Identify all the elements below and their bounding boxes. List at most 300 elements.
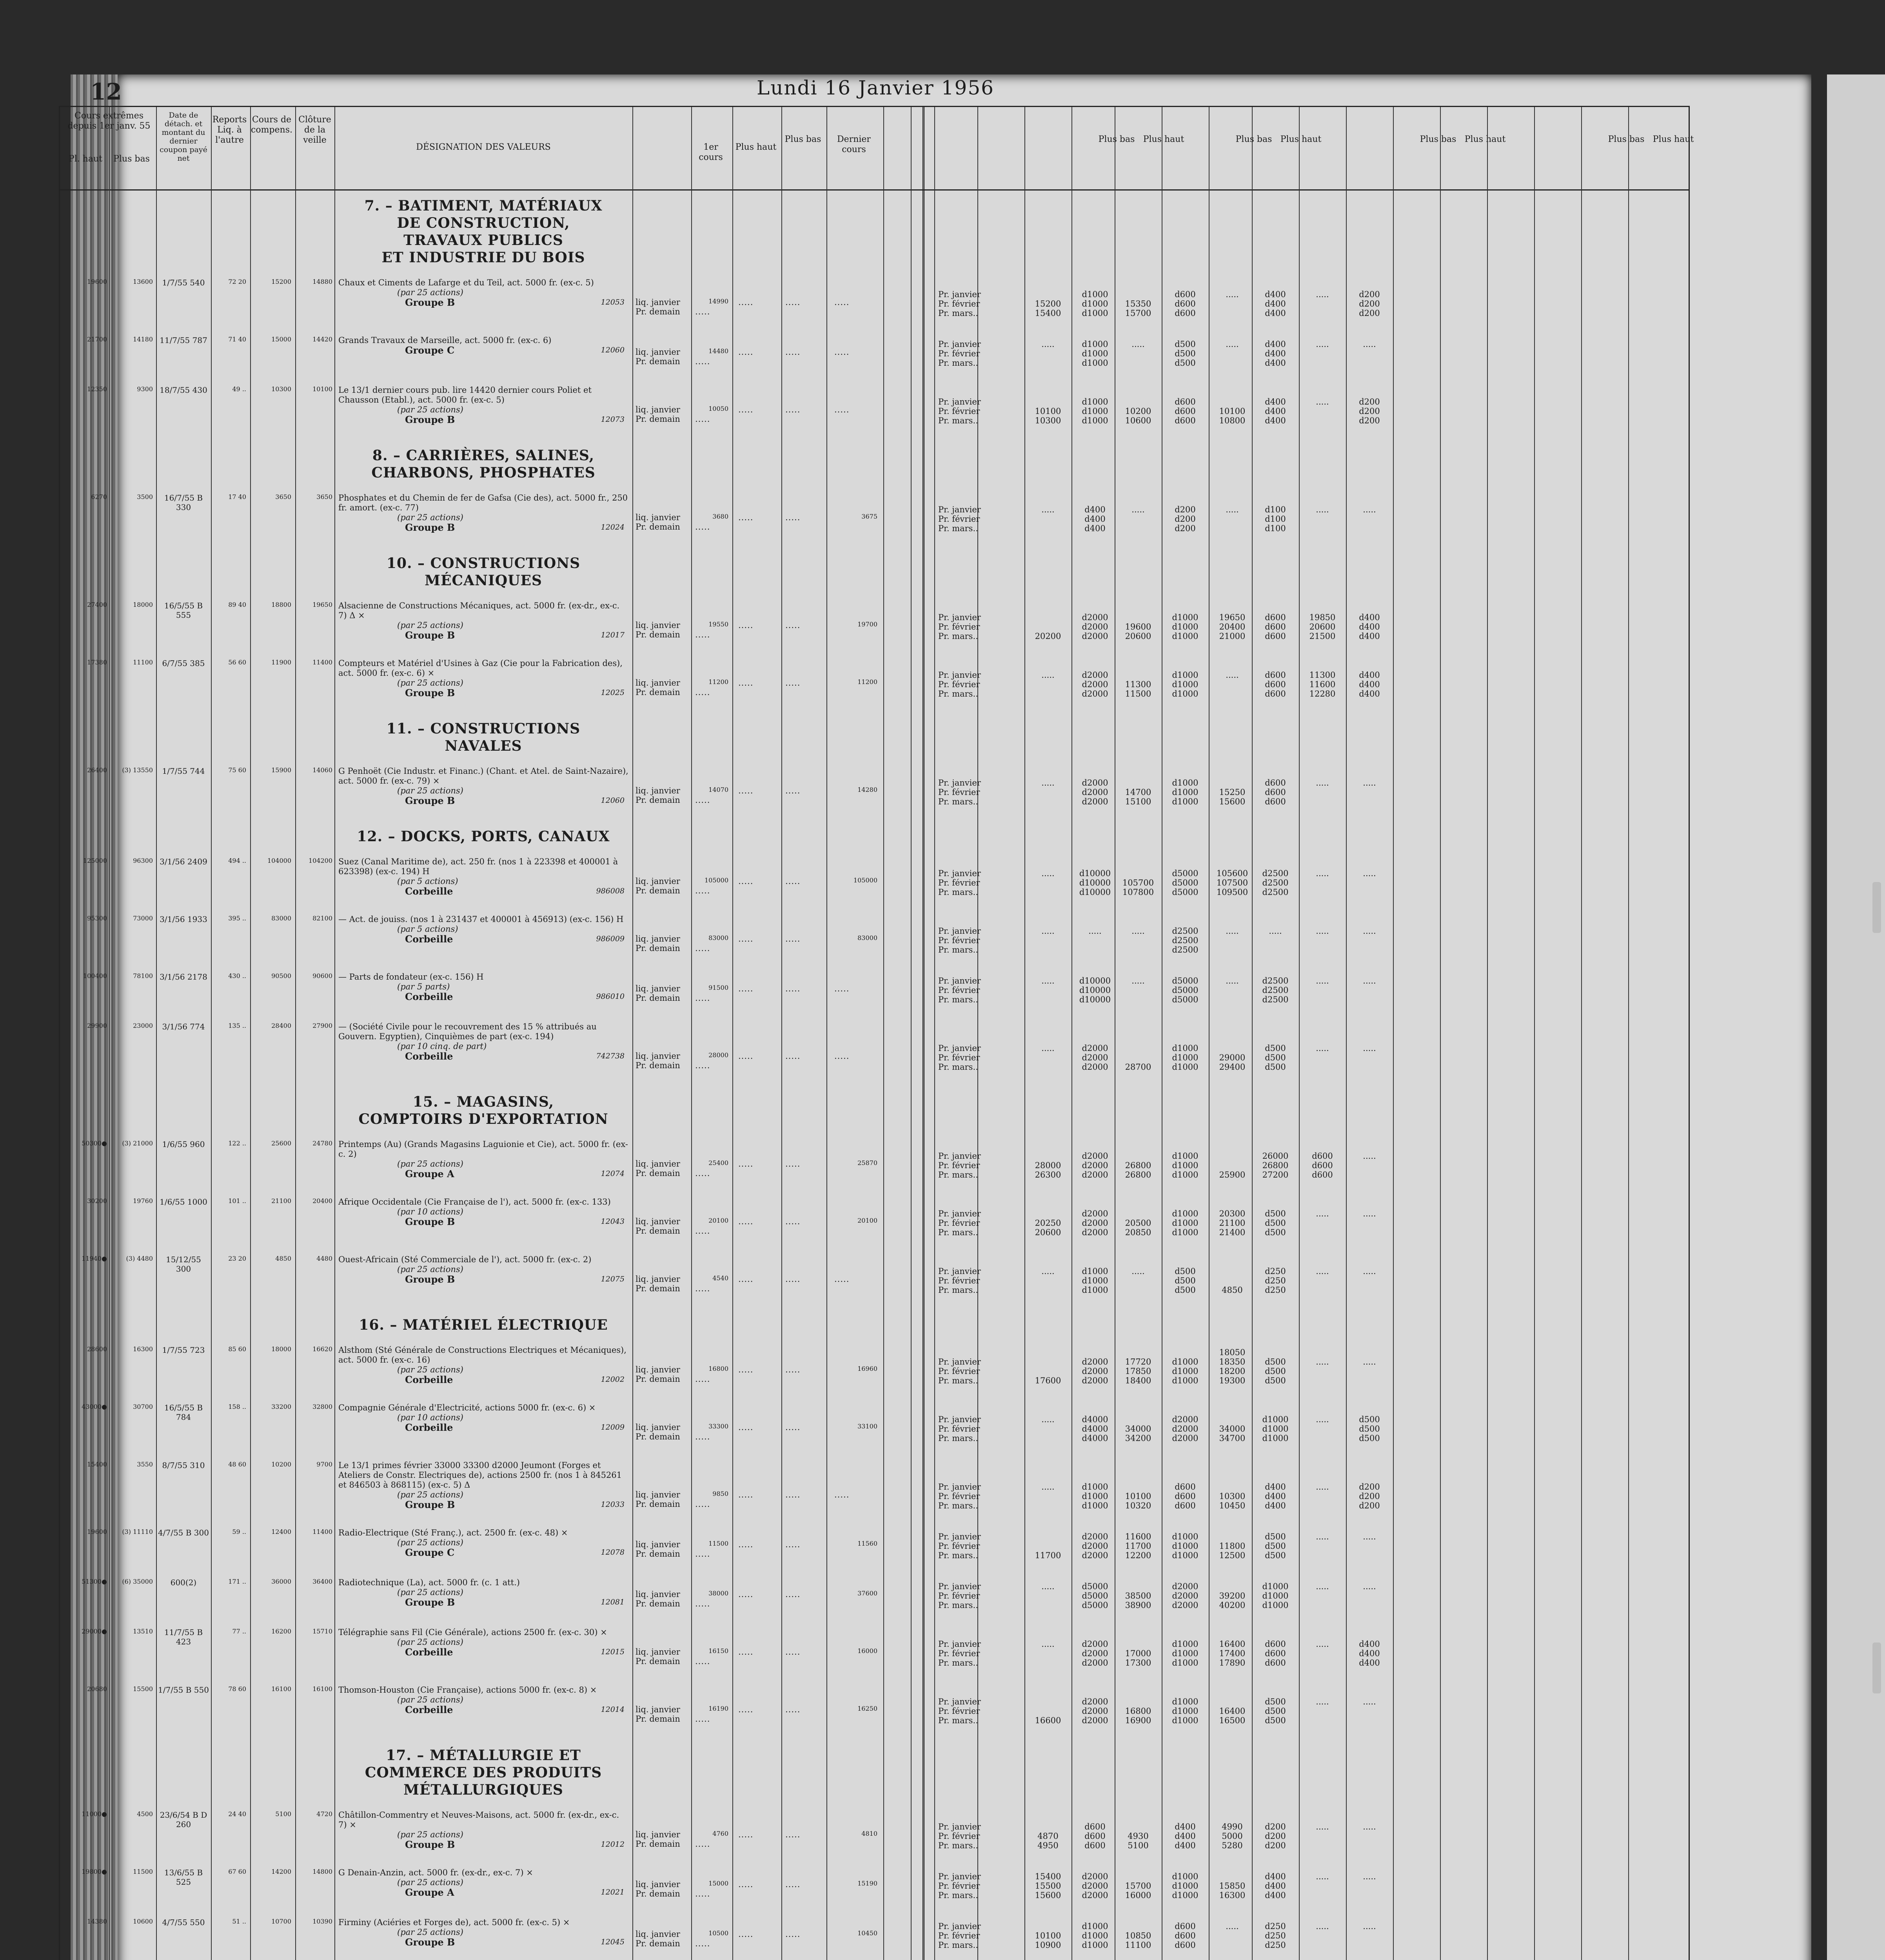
option-value: d500 [1265, 1367, 1286, 1376]
cell-plus-bas-annee: (3) 13550 [122, 766, 153, 774]
option-cell [1073, 1267, 1117, 1295]
option-value: d600 [1175, 1501, 1196, 1510]
column-rule [334, 107, 335, 1960]
section-title-line: CHARBONS, PHOSPHATES [371, 465, 596, 481]
facing-page-edge [1827, 74, 1885, 1960]
cell-coupon: 1/6/55 1000 [160, 1197, 207, 1207]
cell-premier-cours: 10500 [708, 1929, 728, 1937]
option-cell [1117, 1831, 1160, 1850]
dots: ..... [738, 1540, 754, 1549]
option-value: d200 [1175, 524, 1196, 533]
option-value: d10000 [1079, 995, 1111, 1004]
cell-cloture: 15710 [312, 1628, 332, 1635]
option-value: 5100 [1128, 1841, 1149, 1850]
option-value: 20600 [1035, 1228, 1061, 1237]
option-cell: ..... [1316, 1044, 1329, 1053]
cell-coupon: 15/12/55 300 [166, 1255, 201, 1274]
cell-reports: 78 60 [228, 1685, 246, 1693]
option-cell [1073, 290, 1117, 318]
label-pr-demain: Pr. demain [636, 1839, 680, 1849]
label-pr-fevrier: Pr. février [938, 1591, 980, 1601]
option-cell [1164, 1582, 1207, 1610]
option-value: d2000 [1172, 1601, 1199, 1610]
option-value: d500 [1265, 1532, 1286, 1541]
cell-reports: 49 .. [232, 385, 246, 393]
cell-plus-bas-annee: (6) 35000 [122, 1578, 153, 1585]
quotation-group: Groupe B [405, 1274, 455, 1285]
cell-designation [338, 336, 628, 356]
cell-reports: 75 60 [228, 766, 246, 774]
option-value: 20600 [1309, 622, 1336, 632]
option-cell [1164, 869, 1207, 897]
option-value: 17890 [1219, 1658, 1246, 1668]
option-cell [1026, 1551, 1070, 1560]
option-cell: ..... [1363, 976, 1376, 985]
option-cell: ..... [1316, 778, 1329, 788]
option-value: 15600 [1035, 1891, 1061, 1900]
option-value: 20300 [1219, 1209, 1246, 1218]
option-value: d2000 [1172, 1591, 1199, 1601]
section-title-line: 16. – MATÉRIEL ÉLECTRIQUE [359, 1317, 608, 1333]
option-value: d2000 [1082, 680, 1108, 689]
option-value: d400 [1265, 1501, 1286, 1510]
option-cell [1117, 1532, 1160, 1560]
cell-reports: 122 .. [228, 1140, 246, 1147]
option-value: d2000 [1172, 1415, 1199, 1424]
security-name: — (Société Civile pour le recouvrement des 15 % attribués au Gouvern. Egyptien), Cinquièmes de part (ex-c. 194) [338, 1022, 597, 1041]
label-pr-fevrier: Pr. février [938, 1831, 980, 1841]
cell-coupon: 16/7/55 B 330 [164, 493, 203, 512]
option-cell [1164, 1822, 1207, 1850]
security-name: Suez (Canal Maritime de), act. 250 fr. (nos 1 à 223398 et 400001 à 623398) (ex-c. 194) H [338, 857, 618, 876]
option-value: d1000 [1172, 632, 1199, 641]
dots: ..... [695, 1499, 710, 1509]
option-cell [1073, 397, 1117, 425]
option-value: d1000 [1082, 1285, 1108, 1295]
label-pr-mars: Pr. mars.. [938, 1285, 978, 1295]
label-pr-fevrier: Pr. février [938, 1218, 980, 1228]
label-pr-demain: Pr. demain [636, 1714, 680, 1724]
label-pr-fevrier: Pr. février [938, 622, 980, 632]
option-value: d600 [1175, 416, 1196, 425]
option-value: 107500 [1216, 878, 1248, 887]
dots: ..... [834, 298, 850, 307]
option-cell: ..... [1316, 869, 1329, 878]
option-cell [1164, 1267, 1207, 1295]
dots: ..... [834, 1274, 850, 1284]
option-value: d4000 [1082, 1424, 1108, 1434]
cell-coupon: 1/7/55 744 [162, 766, 205, 776]
column-rule [977, 107, 978, 1960]
option-value: d500 [1265, 1062, 1286, 1072]
label-pr-fevrier: Pr. février [938, 299, 980, 309]
option-cell [1211, 1881, 1254, 1900]
option-value: d4000 [1082, 1415, 1108, 1424]
dots: ..... [695, 1889, 710, 1898]
option-value: d2000 [1082, 632, 1108, 641]
option-value: d2500 [1262, 869, 1289, 878]
option-cell [1026, 1218, 1070, 1237]
label-liq-janvier: liq. janvier [636, 1880, 680, 1889]
cell-dernier-cours: 14280 [857, 786, 877, 793]
quotation-group: Corbeille [405, 1051, 453, 1062]
dots: ..... [834, 984, 850, 993]
option-value: d2000 [1082, 1367, 1108, 1376]
option-value: 18400 [1125, 1376, 1151, 1385]
option-cell [1301, 670, 1344, 699]
option-cell: ..... [1131, 976, 1145, 985]
label-pr-demain: Pr. demain [636, 993, 680, 1003]
security-name: Télégraphie sans Fil (Cie Générale), actions 2500 fr. (ex-c. 30) × [338, 1628, 607, 1637]
label-pr-mars: Pr. mars.. [938, 1658, 978, 1668]
option-value: d100 [1265, 505, 1286, 514]
option-cell [1254, 1639, 1297, 1668]
cell-reports: 430 .. [228, 972, 246, 980]
option-value: d600 [1312, 1161, 1333, 1170]
label-liq-janvier: liq. janvier [636, 621, 680, 630]
option-value: d2500 [1172, 945, 1199, 955]
option-value: d600 [1084, 1831, 1106, 1841]
option-value: d1000 [1082, 397, 1108, 407]
section-title [334, 1316, 632, 1334]
option-value: d400 [1359, 613, 1380, 622]
option-value: d500 [1265, 1541, 1286, 1551]
cell-compens: 18000 [271, 1345, 291, 1353]
dots: ..... [695, 1599, 710, 1608]
label-pr-janvier: Pr. janvier [938, 1357, 981, 1367]
option-cell [1164, 1415, 1207, 1443]
cell-dernier-cours: 15190 [857, 1880, 877, 1887]
option-value: 16400 [1219, 1706, 1246, 1716]
cell-premier-cours: 20100 [708, 1217, 728, 1224]
cell-designation [338, 1868, 628, 1898]
cell-premier-cours: 4760 [712, 1830, 728, 1837]
option-value: d500 [1265, 1228, 1286, 1237]
dots: ..... [785, 1880, 801, 1889]
dots: ..... [738, 1490, 754, 1499]
option-value: 11100 [1125, 1940, 1151, 1950]
option-value: d600 [1265, 1658, 1286, 1668]
label-liq-janvier: liq. janvier [636, 298, 680, 307]
option-cell [1117, 1706, 1160, 1725]
cell-compens: 15000 [271, 336, 291, 343]
option-cell [1254, 1532, 1297, 1560]
option-value: d1000 [1172, 1891, 1199, 1900]
option-value: d10000 [1079, 878, 1111, 887]
option-value: 19300 [1219, 1376, 1246, 1385]
option-value: 17600 [1035, 1376, 1061, 1385]
dots: ..... [785, 934, 801, 944]
option-value: d500 [1265, 1053, 1286, 1062]
label-pr-mars: Pr. mars.. [938, 1062, 978, 1072]
cell-cloture: 90600 [312, 972, 332, 980]
option-value: d500 [1175, 1267, 1196, 1276]
dots: ..... [785, 984, 801, 993]
option-value: 4850 [1222, 1285, 1243, 1295]
cell-designation [338, 1461, 628, 1510]
option-cell [1211, 407, 1254, 425]
option-value: d1000 [1172, 797, 1199, 806]
security-code: 12012 [601, 1840, 625, 1849]
option-value: d1000 [1172, 680, 1199, 689]
section-title-line: 17. – MÉTALLURGIE ET [386, 1747, 581, 1764]
option-value: d600 [1265, 689, 1286, 699]
option-value: d400 [1265, 416, 1286, 425]
cell-designation [338, 1197, 628, 1227]
option-cell [1254, 1044, 1297, 1072]
cell-reports: 71 40 [228, 336, 246, 343]
cell-coupon: 1/6/55 960 [162, 1140, 205, 1149]
option-value: 28000 [1035, 1161, 1061, 1170]
option-cell [1211, 1591, 1254, 1610]
cell-designation [338, 1685, 628, 1715]
option-cell [1026, 632, 1070, 641]
option-value: d1000 [1082, 349, 1108, 358]
security-name: Radiotechnique (La), act. 5000 fr. (c. 1 att.) [338, 1578, 520, 1587]
cell-premier-cours: 16800 [708, 1365, 728, 1372]
label-liq-janvier: liq. janvier [636, 347, 680, 357]
cell-plus-haut-annee: 29000● [82, 1628, 107, 1635]
section-title-line: 12. – DOCKS, PORTS, CANAUX [357, 828, 610, 845]
security-code: 986008 [596, 887, 625, 895]
cell-plus-bas-annee: 14180 [133, 336, 153, 343]
header-option-col: Plus bas [1098, 134, 1135, 144]
option-cell: ..... [1131, 339, 1145, 349]
option-value: d1000 [1172, 1357, 1199, 1367]
cell-cloture: 4720 [316, 1810, 332, 1818]
security-code: 12074 [601, 1169, 625, 1178]
quotation-group: Groupe B [405, 1936, 455, 1948]
option-value: d2000 [1082, 1151, 1108, 1161]
cell-coupon: 600(2) [170, 1578, 197, 1587]
section-title [334, 828, 632, 845]
label-liq-janvier: liq. janvier [636, 1423, 680, 1432]
option-cell: ..... [1131, 1267, 1145, 1276]
cell-reports: 24 40 [228, 1810, 246, 1818]
label-liq-janvier: liq. janvier [636, 984, 680, 993]
option-value: d5000 [1172, 976, 1199, 985]
option-value: d1000 [1172, 1218, 1199, 1228]
dots: ..... [785, 1423, 801, 1432]
dots: ..... [738, 877, 754, 886]
option-cell: ..... [1316, 1872, 1329, 1881]
option-cell: ..... [1363, 1357, 1376, 1367]
cell-plus-bas-annee: (3) 21000 [122, 1140, 153, 1147]
label-pr-janvier: Pr. janvier [938, 613, 981, 622]
cell-dernier-cours: 11560 [857, 1540, 877, 1547]
cell-designation [338, 1140, 628, 1180]
option-value: d4000 [1082, 1434, 1108, 1443]
option-value: d10000 [1079, 869, 1111, 878]
option-cell [1254, 670, 1297, 699]
option-cell: ..... [1041, 339, 1055, 349]
option-value: d400 [1084, 514, 1106, 524]
section-title-line: COMPTOIRS D'EXPORTATION [358, 1111, 608, 1127]
option-value: 10320 [1125, 1501, 1151, 1510]
option-cell: ..... [1363, 778, 1376, 788]
cell-premier-cours: 14480 [708, 347, 728, 355]
label-pr-demain: Pr. demain [636, 886, 680, 895]
option-value: 109500 [1216, 887, 1248, 897]
label-pr-fevrier: Pr. février [938, 1706, 980, 1716]
option-value: d500 [1175, 1276, 1196, 1285]
cell-compens: 11900 [271, 659, 291, 666]
option-value: 105700 [1122, 878, 1154, 887]
option-value: d500 [1265, 1376, 1286, 1385]
option-value: d1000 [1172, 1376, 1199, 1385]
option-value: d1000 [1262, 1424, 1289, 1434]
label-pr-fevrier: Pr. février [938, 1367, 980, 1376]
label-pr-demain: Pr. demain [636, 1549, 680, 1559]
option-cell [1117, 878, 1160, 897]
option-value: d500 [1359, 1424, 1380, 1434]
option-value: d1000 [1172, 689, 1199, 699]
header-coupon: Date de détach. et montant du dernier coupon payé net [160, 111, 207, 163]
label-pr-fevrier: Pr. février [938, 514, 980, 524]
option-value: d2000 [1082, 1551, 1108, 1560]
option-cell: ..... [1316, 1582, 1329, 1591]
label-pr-fevrier: Pr. février [938, 788, 980, 797]
column-rule [1252, 107, 1253, 1960]
option-cell: ..... [1363, 1267, 1376, 1276]
option-cell [1026, 1716, 1070, 1725]
section-title-line: MÉTALLURGIQUES [403, 1782, 563, 1798]
dots: ..... [695, 630, 710, 639]
option-cell [1301, 613, 1344, 641]
cell-premier-cours: 16150 [708, 1647, 728, 1655]
cell-designation [338, 857, 628, 897]
option-value: d200 [1359, 397, 1380, 407]
cell-compens: 12400 [271, 1528, 291, 1535]
option-cell: ..... [1269, 926, 1282, 936]
cell-premier-cours: 33300 [708, 1423, 728, 1430]
cell-plus-haut-annee: 100400 [83, 972, 107, 980]
option-value: 11500 [1125, 689, 1151, 699]
option-value: d400 [1265, 1891, 1286, 1900]
option-value: 11300 [1125, 680, 1151, 689]
option-value: d2000 [1082, 1376, 1108, 1385]
option-value: d1000 [1172, 1532, 1199, 1541]
cell-reports: 89 40 [228, 601, 246, 608]
option-value: d2500 [1262, 976, 1289, 985]
option-cell: ..... [1363, 1209, 1376, 1218]
quotation-group: Groupe B [405, 522, 455, 533]
cell-designation [338, 915, 628, 945]
dots: ..... [738, 786, 754, 795]
option-value: 17000 [1125, 1649, 1151, 1658]
cell-compens: 10200 [271, 1461, 291, 1468]
dots: ..... [834, 347, 850, 357]
cell-cloture: 14800 [312, 1868, 332, 1875]
label-pr-demain: Pr. demain [636, 795, 680, 805]
option-value: 10850 [1125, 1931, 1151, 1940]
option-value: d400 [1175, 1831, 1196, 1841]
cell-premier-cours: 9850 [712, 1490, 728, 1497]
dots: ..... [738, 1274, 754, 1284]
label-pr-janvier: Pr. janvier [938, 505, 981, 514]
table-header [60, 107, 1694, 191]
label-pr-fevrier: Pr. février [938, 680, 980, 689]
label-pr-mars: Pr. mars.. [938, 416, 978, 425]
option-cell: ..... [1363, 339, 1376, 349]
security-code: 12075 [601, 1275, 625, 1283]
option-cell [1254, 1872, 1297, 1900]
option-value: d600 [1175, 1922, 1196, 1931]
dots: ..... [738, 405, 754, 414]
option-cell: ..... [1363, 1822, 1376, 1831]
option-value: d2000 [1082, 1649, 1108, 1658]
cell-plus-haut-annee: 125000 [83, 857, 107, 864]
option-cell [1254, 1267, 1297, 1295]
option-cell [1301, 1151, 1344, 1180]
option-value: d600 [1175, 1482, 1196, 1492]
option-cell [1164, 1209, 1207, 1237]
option-cell: ..... [1316, 397, 1329, 407]
option-value: d500 [1265, 1697, 1286, 1706]
option-value: d1000 [1172, 1367, 1199, 1376]
label-pr-demain: Pr. demain [636, 522, 680, 532]
option-cell: ..... [1226, 976, 1239, 985]
label-pr-fevrier: Pr. février [938, 407, 980, 416]
option-cell [1117, 1218, 1160, 1237]
label-pr-fevrier: Pr. février [938, 1424, 980, 1434]
cell-compens: 36000 [271, 1578, 291, 1585]
column-rule [826, 107, 827, 1960]
option-value: d1000 [1082, 1922, 1108, 1931]
dots: ..... [695, 886, 710, 895]
cell-premier-cours: 105000 [704, 877, 728, 884]
label-pr-janvier: Pr. janvier [938, 1922, 981, 1931]
option-value: 10300 [1035, 416, 1061, 425]
option-cell [1254, 1922, 1297, 1950]
dots: ..... [738, 678, 754, 688]
option-value: 10100 [1035, 1931, 1061, 1940]
column-rule-double [923, 107, 924, 1960]
label-pr-janvier: Pr. janvier [938, 670, 981, 680]
lot-size: (par 25 actions) [397, 513, 463, 522]
option-cell [1026, 1376, 1070, 1385]
option-value: d500 [1175, 358, 1196, 368]
option-value: d2000 [1082, 1716, 1108, 1725]
column-rule [1024, 107, 1025, 1960]
security-name: Châtillon-Commentry et Neuves-Maisons, act. 5000 fr. (ex-dr., ex-c. 7) × [338, 1810, 619, 1829]
option-value: 14700 [1125, 788, 1151, 797]
option-cell: ..... [1226, 1922, 1239, 1931]
dots: ..... [695, 1284, 710, 1293]
cell-plus-haut-annee: 29900 [87, 1022, 107, 1029]
option-value: d600 [1175, 1940, 1196, 1950]
option-cell [1117, 1424, 1160, 1443]
label-pr-demain: Pr. demain [636, 1599, 680, 1608]
option-cell [1026, 1872, 1070, 1900]
option-value: d1000 [1082, 1492, 1108, 1501]
label-pr-janvier: Pr. janvier [938, 1482, 981, 1492]
option-value: d1000 [1262, 1582, 1289, 1591]
dots: ..... [738, 513, 754, 522]
option-value: d400 [1084, 524, 1106, 533]
option-value: d2500 [1172, 936, 1199, 945]
option-cell: ..... [1041, 1267, 1055, 1276]
option-value: 10800 [1219, 416, 1246, 425]
option-cell [1164, 926, 1207, 955]
dots: ..... [785, 1929, 801, 1939]
option-cell [1117, 788, 1160, 806]
label-pr-fevrier: Pr. février [938, 985, 980, 995]
label-pr-demain: Pr. demain [636, 1432, 680, 1441]
option-value: 21500 [1309, 632, 1336, 641]
option-value: d1000 [1172, 1872, 1199, 1881]
option-value: d600 [1175, 397, 1196, 407]
